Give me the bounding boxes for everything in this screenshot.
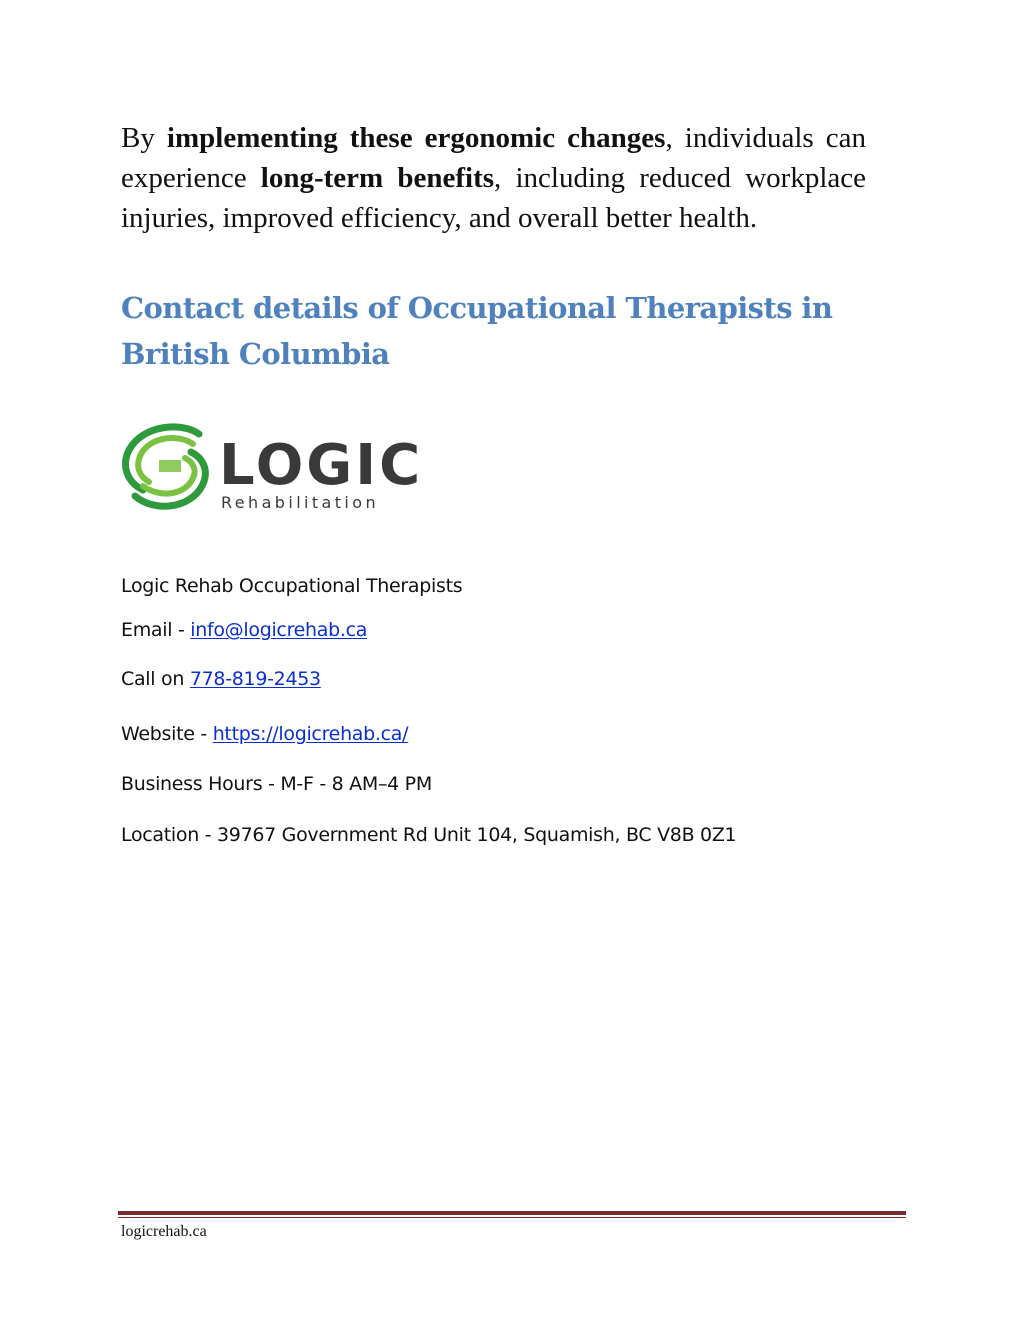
section-heading: Contact details of Occupational Therapists in British Columbia [121, 291, 833, 371]
footer-divider-thick [118, 1211, 906, 1215]
intro-bold-2: long-term benefits [260, 162, 495, 194]
logo-wordmark: LOGIC [219, 433, 424, 498]
phone-link[interactable]: 778-819-2453 [189, 668, 321, 690]
footer-text: logicrehab.ca [121, 1223, 207, 1240]
footer-divider-thin [118, 1217, 906, 1218]
phone-line [121, 667, 321, 691]
logic-rehabilitation-logo [121, 420, 441, 515]
email-line [121, 618, 367, 642]
intro-paragraph [121, 118, 866, 238]
intro-text-3: , including reduced workplace injuries, improved efficiency, and overall better health. [121, 162, 866, 234]
intro-text-1: By [121, 122, 167, 154]
website-label: Website - [121, 723, 213, 745]
website-link[interactable]: https://logicrehab.ca/ [212, 723, 409, 745]
intro-text-2: , individuals can experience [121, 122, 866, 194]
email-label: Email - [121, 619, 191, 641]
logo-swirl-icon [125, 427, 205, 506]
business-hours: Business Hours - M-F - 8 AM–4 PM [121, 773, 432, 795]
intro-bold-1: implementing these ergonomic changes [166, 122, 666, 154]
website-line [121, 722, 408, 746]
location: Location - 39767 Government Rd Unit 104, Squamish, BC V8B 0Z1 [121, 824, 737, 846]
company-name: Logic Rehab Occupational Therapists [121, 575, 463, 597]
phone-label: Call on [121, 668, 190, 690]
logo-subtitle: Rehabilitation [221, 493, 380, 512]
email-link[interactable]: info@logicrehab.ca [190, 619, 368, 641]
